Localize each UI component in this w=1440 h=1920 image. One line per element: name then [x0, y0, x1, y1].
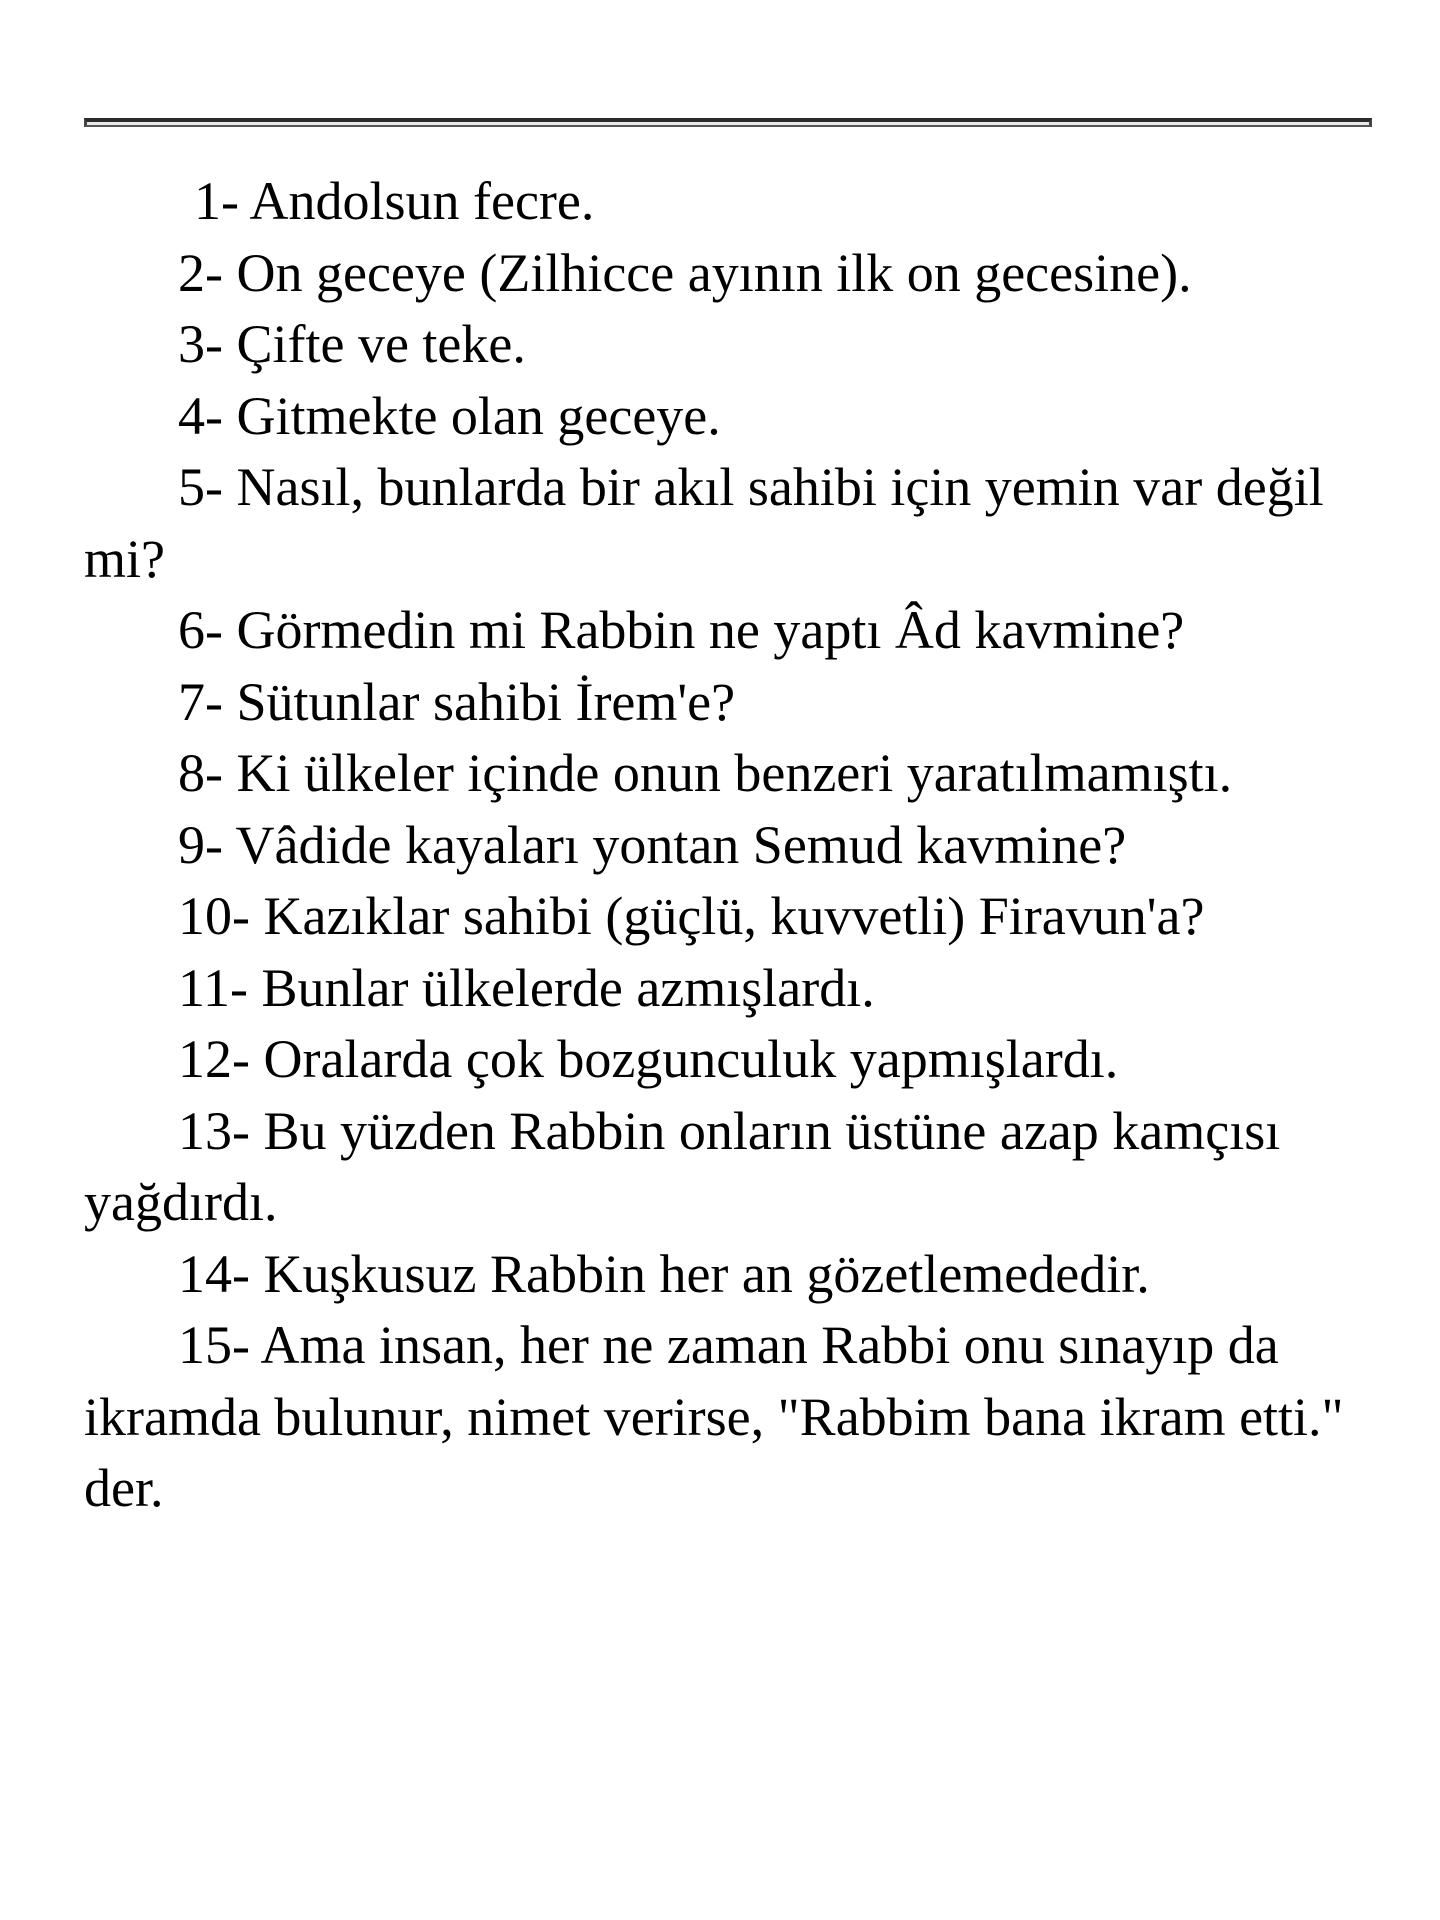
verse-15: 15- Ama insan, her ne zaman Rabbi onu sınayıp da ikramda bulunur, nimet verirse, "Rabbim bana ikram etti." der.: [84, 1315, 1344, 1518]
verse-10: 10- Kazıklar sahibi (güçlü, kuvvetli) Firavun'a?: [178, 886, 1205, 946]
verse-12: 12- Oralarda çok bozgunculuk yapmışlardı.: [178, 1029, 1119, 1089]
header-rule: [84, 118, 1372, 127]
verse-1: 1- Andolsun fecre.: [194, 171, 595, 231]
verse-9: 9- Vâdide kayaları yontan Semud kavmine?: [178, 814, 1127, 875]
verse-5: 5- Nasıl, bunlarda bir akıl sahibi için yemin var değil mi?: [84, 457, 1324, 589]
verse-2: 2- On geceye (Zilhicce ayının ilk on gecesine).: [178, 242, 1192, 303]
verse-3: 3- Çifte ve teke.: [178, 314, 526, 374]
verse-6: 6- Görmedin mi Rabbin ne yaptı Âd kavmine?: [178, 600, 1185, 660]
verse-13: 13- Bu yüzden Rabbin onların üstüne azap kamçısı yağdırdı.: [84, 1100, 1281, 1232]
verse-list: [84, 166, 1384, 1525]
verse-7: 7- Sütunlar sahibi İrem'e?: [178, 671, 736, 732]
verse-14: 14- Kuşkusuz Rabbin her an gözetlemededir.: [178, 1243, 1150, 1304]
verse-11: 11- Bunlar ülkelerde azmışlardı.: [178, 957, 875, 1018]
verse-8: 8- Ki ülkeler içinde onun benzeri yaratılmamıştı.: [178, 743, 1233, 803]
verse-4: 4- Gitmekte olan geceye.: [178, 385, 721, 446]
